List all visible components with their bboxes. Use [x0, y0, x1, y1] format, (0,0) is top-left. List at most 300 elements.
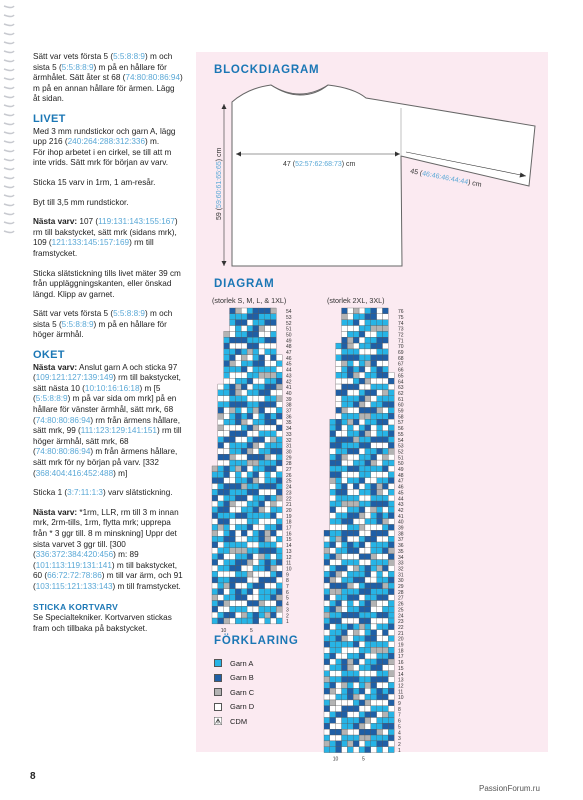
chart-cell [342, 443, 348, 449]
row-number-label: 3 [286, 607, 289, 614]
chart-cell [377, 466, 383, 472]
chart-cell [253, 554, 259, 560]
chart-cell [371, 606, 377, 612]
chart-cell [342, 595, 348, 601]
chart-cell [330, 501, 336, 507]
chart-cell [247, 349, 253, 355]
chart-cell [353, 343, 359, 349]
chart-cell [247, 343, 253, 349]
chart-cell [253, 443, 259, 449]
chart-cell [371, 589, 377, 595]
chart-cell [247, 524, 253, 530]
chart-cell [324, 682, 330, 688]
chart-cell [347, 659, 353, 665]
chart-cell [212, 524, 218, 530]
chart-cell [365, 618, 371, 624]
chart-cell [224, 595, 230, 601]
chart-cell [365, 489, 371, 495]
chart-cell [218, 425, 224, 431]
row-number-label: 46 [286, 355, 292, 362]
chart-cell [365, 437, 371, 443]
chart-cell [241, 466, 247, 472]
chart-cell [383, 413, 389, 419]
chart-cell [377, 396, 383, 402]
row-number-label: 38 [286, 402, 292, 409]
chart-cell [336, 425, 342, 431]
chart-cell [383, 320, 389, 326]
chart-cell [383, 337, 389, 343]
chart-cell [347, 723, 353, 729]
row-number-label: 18 [398, 648, 404, 655]
row-number-label: 49 [286, 338, 292, 345]
row-number-label: 36 [398, 543, 404, 550]
chart-cell [235, 495, 241, 501]
chart-cell [241, 554, 247, 560]
chart-cell [218, 577, 224, 583]
chart-cell [230, 331, 236, 337]
row-number-label: 15 [398, 665, 404, 672]
chart-cell [276, 618, 282, 624]
chart-cell [377, 589, 383, 595]
chart-cell [347, 554, 353, 560]
chart-cell [241, 530, 247, 536]
chart-cell [371, 337, 377, 343]
chart-cell [265, 431, 271, 437]
chart-cell [247, 466, 253, 472]
chart-cell [241, 396, 247, 402]
chart-cell [330, 583, 336, 589]
chart-cell [265, 519, 271, 525]
chart-cell [342, 741, 348, 747]
heading-oket: OKET [33, 349, 65, 362]
chart-cell [377, 349, 383, 355]
chart-cell [383, 571, 389, 577]
chart-cell [241, 501, 247, 507]
chart-cell [365, 466, 371, 472]
chart-cell [383, 513, 389, 519]
chart-cell [353, 712, 359, 718]
chart-cell [371, 507, 377, 513]
chart-cell [271, 601, 277, 607]
chart-cell [359, 507, 365, 513]
chart-cell [377, 484, 383, 490]
chart-cell [212, 601, 218, 607]
chart-cell [330, 513, 336, 519]
chart-cell [212, 484, 218, 490]
chart-cell [359, 735, 365, 741]
chart-cell [265, 448, 271, 454]
chart-cell [336, 542, 342, 548]
chart-cell [324, 741, 330, 747]
chart-cell [224, 513, 230, 519]
chart-cell [383, 407, 389, 413]
row-number-label: 52 [398, 449, 404, 456]
row-number-label: 76 [398, 309, 404, 316]
chart-cell [241, 542, 247, 548]
chart-cell [347, 378, 353, 384]
chart-cell [342, 718, 348, 724]
chart-cell [241, 460, 247, 466]
chart-cell [342, 530, 348, 536]
chart-cell [342, 706, 348, 712]
chart-cell [388, 653, 394, 659]
chart-cell [265, 454, 271, 460]
row-number-label: 1 [286, 619, 289, 626]
chart-cell [265, 618, 271, 624]
chart-cell [271, 530, 277, 536]
chart-cell [336, 431, 342, 437]
chart-cell [276, 437, 282, 443]
chart-cell [235, 589, 241, 595]
chart-cell [218, 524, 224, 530]
chart-cell [276, 548, 282, 554]
chart-cell [388, 542, 394, 548]
chart-cell [253, 407, 259, 413]
chart-cell [276, 472, 282, 478]
chart-cell [383, 554, 389, 560]
chart-cell [342, 308, 348, 314]
chart-cell [371, 390, 377, 396]
chart-cell [218, 595, 224, 601]
chart-cell [371, 489, 377, 495]
chart-cell [235, 443, 241, 449]
chart-cell [383, 343, 389, 349]
chart-cell [371, 402, 377, 408]
chart-cell [336, 548, 342, 554]
chart-cell [377, 571, 383, 577]
chart-cell [276, 489, 282, 495]
chart-cell [347, 647, 353, 653]
chart-cell [383, 688, 389, 694]
chart-cell [212, 554, 218, 560]
chart-cell [271, 466, 277, 472]
chart-cell [347, 583, 353, 589]
chart-cell [365, 671, 371, 677]
chart-cell [259, 407, 265, 413]
chart-cell [371, 647, 377, 653]
chart-cell [336, 413, 342, 419]
chart-cell [271, 519, 277, 525]
chart-cell [377, 378, 383, 384]
chart-cell [336, 735, 342, 741]
chart-cell [342, 396, 348, 402]
row-number-label: 45 [398, 490, 404, 497]
chart-cell [371, 548, 377, 554]
chart-cell [371, 320, 377, 326]
chart-cell [353, 513, 359, 519]
chart-cell [383, 729, 389, 735]
chart-cell [259, 618, 265, 624]
chart-cell [347, 454, 353, 460]
chart-cell [218, 443, 224, 449]
chart-cell [371, 571, 377, 577]
chart-cell [271, 589, 277, 595]
chart-cell [383, 466, 389, 472]
chart-cell [247, 583, 253, 589]
livet-paragraph-5: Sticka slätstickning tills livet mäter 39 cm från uppläggningskanten, eller önskad längd. Klipp av garnet. [33, 268, 181, 299]
chart-cell [365, 355, 371, 361]
chart-cell [235, 595, 241, 601]
chart-cell [271, 390, 277, 396]
chart-cell [235, 466, 241, 472]
chart-cell [359, 308, 365, 314]
chart-cell [359, 636, 365, 642]
chart-cell [330, 618, 336, 624]
chart-cell [330, 700, 336, 706]
chart-cell [224, 495, 230, 501]
chart-cell [235, 343, 241, 349]
chart-cell [247, 448, 253, 454]
chart-cell [383, 378, 389, 384]
chart-cell [353, 612, 359, 618]
row-number-label: 17 [286, 525, 292, 532]
chart-cell [342, 606, 348, 612]
chart-cell [253, 460, 259, 466]
chart-cell [365, 729, 371, 735]
chart-cell [241, 331, 247, 337]
chart-cell [365, 659, 371, 665]
chart-cell [347, 630, 353, 636]
legend-item-garn-b: Garn B [214, 671, 254, 686]
chart-cell [230, 612, 236, 618]
chart-cell [218, 407, 224, 413]
chart-cell [276, 536, 282, 542]
row-number-label: 10 [398, 695, 404, 702]
chart-cell [218, 612, 224, 618]
chart-cell [265, 501, 271, 507]
chart-cell [330, 530, 336, 536]
chart-cell [235, 361, 241, 367]
chart-cell [336, 630, 342, 636]
chart-cell [347, 495, 353, 501]
chart-cell [265, 478, 271, 484]
chart-cell [276, 530, 282, 536]
chart-cell [377, 513, 383, 519]
chart-cell [347, 349, 353, 355]
chart-cell [330, 624, 336, 630]
chart-cell [218, 606, 224, 612]
chart-cell [276, 407, 282, 413]
chart-cell [253, 337, 259, 343]
chart-cell [383, 443, 389, 449]
chart-cell [271, 460, 277, 466]
chart-cell [259, 384, 265, 390]
row-number-label: 10 [286, 566, 292, 573]
chart-cell [276, 589, 282, 595]
chart-cell [212, 489, 218, 495]
chart-cell [347, 712, 353, 718]
chart-cell [359, 706, 365, 712]
chart-cell [353, 484, 359, 490]
chart-cell [253, 495, 259, 501]
chart-cell [247, 425, 253, 431]
chart-cell [247, 337, 253, 343]
chart-cell [230, 472, 236, 478]
chart-cell [353, 308, 359, 314]
chart-cell [336, 378, 342, 384]
chart-cell [265, 396, 271, 402]
chart-cell [324, 718, 330, 724]
chart-cell [365, 636, 371, 642]
row-number-label: 4 [286, 601, 289, 608]
oket-paragraph-3: Nästa varv: *1rm, LLR, rm till 3 m innan mrk, 2rm-tills, 1rm, flytta mrk; upprepa från * 3 ggr till. 8 m minskning] Uppr det sista varvet 3 ggr till. [300 (336:372:384:420:456) m: 89 (101:113:119:131:141) m till bakstycket, 60 (66:72:72:78:86) m till var ärm, och 91 (103:115:121:133:143) m till framstycket. [33, 507, 183, 591]
chart-cell [271, 542, 277, 548]
chart-cell [259, 565, 265, 571]
row-number-label: 23 [286, 490, 292, 497]
chart-cell [235, 384, 241, 390]
chart-cell [218, 478, 224, 484]
chart-cell [371, 407, 377, 413]
row-number-label: 33 [286, 431, 292, 438]
chart-cell [353, 647, 359, 653]
chart-cell [342, 571, 348, 577]
row-number-label: 34 [398, 554, 404, 561]
chart-cell [253, 501, 259, 507]
livet-paragraph-3: Byt till 3,5 mm rundstickor. [33, 197, 129, 207]
chart-cell [388, 478, 394, 484]
chart-cell [359, 554, 365, 560]
chart-cell [353, 448, 359, 454]
chart-cell [271, 308, 277, 314]
chart-cell [353, 577, 359, 583]
chart-cell [336, 571, 342, 577]
chart-cell [259, 448, 265, 454]
chart-cell [359, 361, 365, 367]
chart-cell [271, 554, 277, 560]
chart-cell [224, 606, 230, 612]
chart-cell [342, 653, 348, 659]
chart-cell [383, 741, 389, 747]
chart-cell [342, 495, 348, 501]
chart-cell [241, 367, 247, 373]
chart-cell [383, 478, 389, 484]
chart-cell [359, 583, 365, 589]
chart-cell [276, 443, 282, 449]
row-number-label: 54 [398, 437, 404, 444]
chart-cell [265, 524, 271, 530]
chart-cell [230, 443, 236, 449]
chart-cell [235, 308, 241, 314]
chart-cell [359, 437, 365, 443]
chart-cell [342, 472, 348, 478]
chart-cell [276, 355, 282, 361]
chart-cell [342, 314, 348, 320]
chart-cell [342, 659, 348, 665]
chart-cell [241, 308, 247, 314]
chart-cell [347, 747, 353, 753]
chart-cell [383, 747, 389, 753]
chart-cell [359, 723, 365, 729]
chart-cell [371, 478, 377, 484]
chart-cell [230, 349, 236, 355]
chart-cell [265, 349, 271, 355]
chart-cell [371, 378, 377, 384]
chart-cell [365, 484, 371, 490]
chart-cell [224, 472, 230, 478]
chart-cell [253, 560, 259, 566]
chart-cell [336, 489, 342, 495]
chart-cell [383, 636, 389, 642]
chart-cell [324, 671, 330, 677]
chart-cell [265, 372, 271, 378]
chart-cell [324, 542, 330, 548]
chart-cell [377, 577, 383, 583]
chart-cell [365, 560, 371, 566]
chart-cell [218, 554, 224, 560]
chart-cell [347, 448, 353, 454]
chart-cell [377, 659, 383, 665]
chart-cell [377, 384, 383, 390]
chart-cell [377, 718, 383, 724]
chart-cell [383, 682, 389, 688]
chart-cell [259, 560, 265, 566]
chart-cell [224, 331, 230, 337]
chart-cell [265, 466, 271, 472]
chart-cell [235, 571, 241, 577]
chart-cell [388, 601, 394, 607]
chart-cell [388, 425, 394, 431]
chart-cell [336, 536, 342, 542]
chart-cell [365, 530, 371, 536]
chart-cell [253, 601, 259, 607]
chart-cell [259, 530, 265, 536]
chart-cell [247, 402, 253, 408]
chart-cell [259, 413, 265, 419]
row-number-label: 60 [398, 402, 404, 409]
chart-cell [365, 653, 371, 659]
chart-cell [324, 636, 330, 642]
chart-cell [377, 647, 383, 653]
chart-cell [383, 419, 389, 425]
chart-cell [347, 565, 353, 571]
chart-cell [241, 536, 247, 542]
legend-item-garn-d: Garn D [214, 700, 254, 715]
chart-cell [271, 425, 277, 431]
chart-cell [353, 682, 359, 688]
chart-cell [388, 460, 394, 466]
chart-cell [212, 548, 218, 554]
chart-cell [336, 718, 342, 724]
chart-cell [359, 601, 365, 607]
chart-cell [259, 507, 265, 513]
chart-cell [276, 419, 282, 425]
chart-cell [259, 577, 265, 583]
chart-cell [324, 729, 330, 735]
chart-cell [353, 548, 359, 554]
chart-cell [359, 641, 365, 647]
chart-cell [383, 595, 389, 601]
chart-cell [383, 314, 389, 320]
chart-cell [347, 618, 353, 624]
row-number-label: 64 [398, 379, 404, 386]
chart-cell [377, 653, 383, 659]
chart-cell [359, 396, 365, 402]
chart-cell [230, 530, 236, 536]
chart-cell [241, 489, 247, 495]
chart-cell [265, 595, 271, 601]
chart-cell [365, 723, 371, 729]
chart-cell [353, 583, 359, 589]
chart-cell [388, 665, 394, 671]
chart-cell [265, 542, 271, 548]
row-number-label: 70 [398, 344, 404, 351]
chart-cell [342, 320, 348, 326]
chart-cell [230, 390, 236, 396]
row-number-label: 16 [286, 531, 292, 538]
chart-cell [371, 524, 377, 530]
chart-cell [359, 682, 365, 688]
chart-cell [347, 431, 353, 437]
